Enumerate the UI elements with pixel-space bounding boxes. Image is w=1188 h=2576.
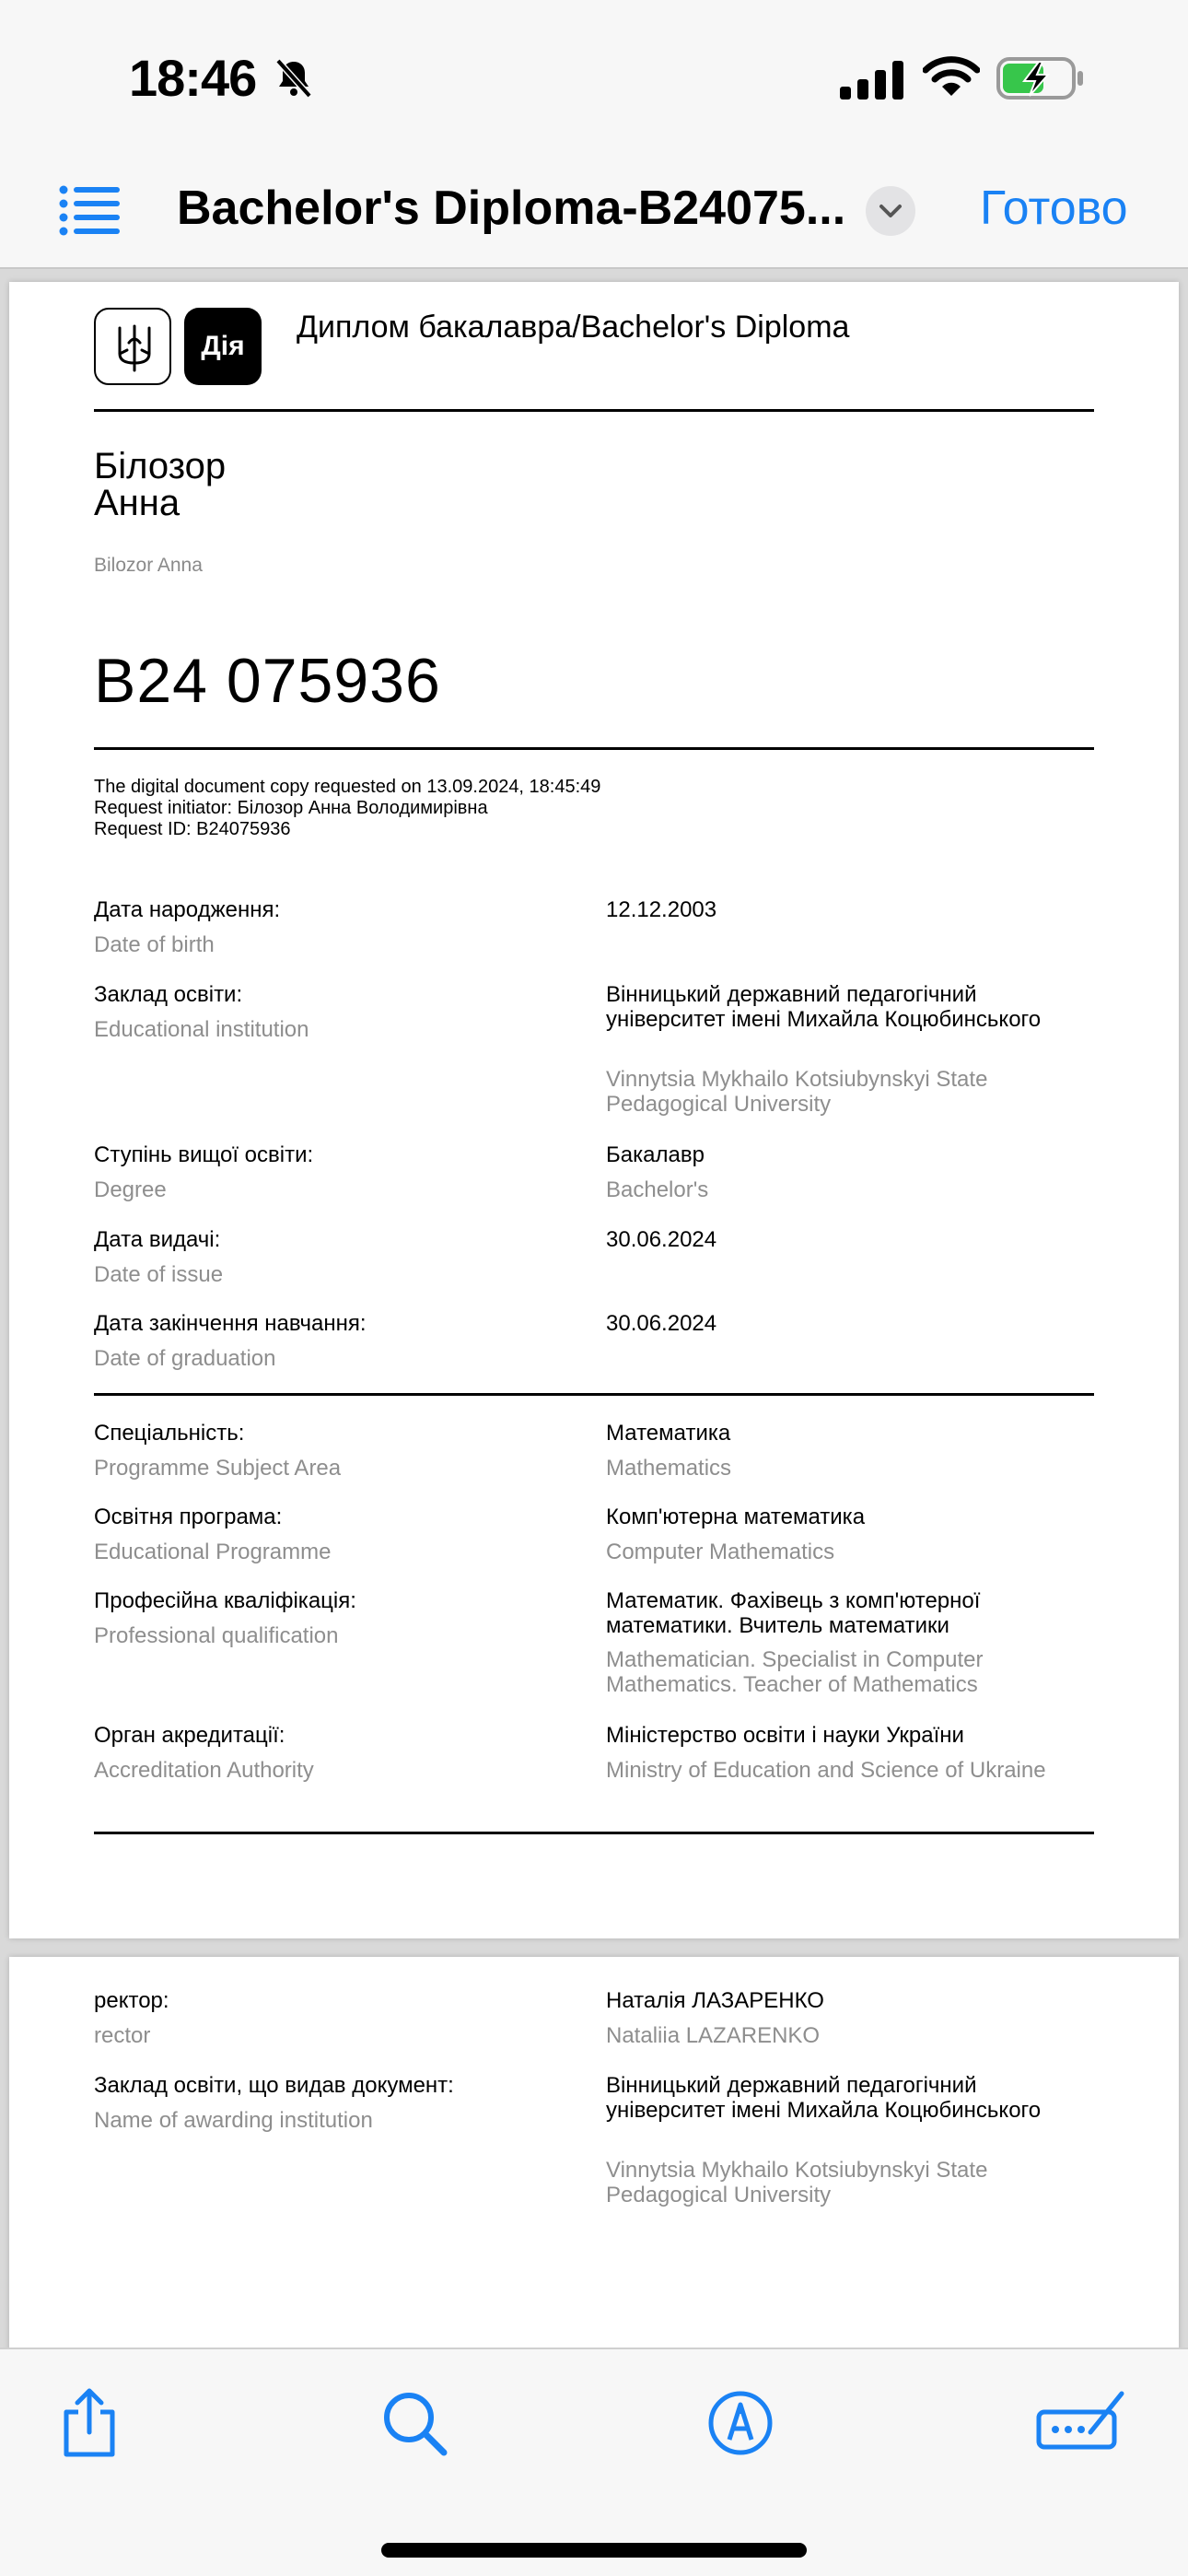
share-icon[interactable] (57, 2386, 122, 2465)
request-initiator-line: Request initiator: Білозор Анна Володимирівна (94, 798, 488, 818)
battery-charging-icon (996, 57, 1085, 104)
field-label: Професійна кваліфікація: (94, 1588, 356, 1613)
field-value: Комп'ютерна математика (606, 1505, 866, 1529)
field-label-en: rector (94, 2023, 151, 2048)
field-label-en: Programme Subject Area (94, 1456, 342, 1481)
signature-icon[interactable] (1035, 2386, 1127, 2465)
field-value-en: Nataliia LAZARENKO (606, 2023, 821, 2048)
field-label: Спеціальність: (94, 1421, 245, 1446)
field-value: 12.12.2003 (606, 897, 717, 922)
divider (94, 747, 1094, 750)
field-value: Бакалавр (606, 1142, 705, 1167)
field-value-en: Vinnytsia Mykhailo Kotsiubynskyi State Pedagogical University (606, 2158, 988, 2207)
field-value: Міністерство освіти і науки України (606, 1723, 964, 1748)
field-label-en: Date of issue (94, 1262, 224, 1287)
document-heading: Диплом бакалавра/Bachelor's Diploma (297, 310, 850, 345)
wifi-icon (923, 55, 980, 102)
markup-icon[interactable] (705, 2386, 775, 2465)
divider (94, 1393, 1094, 1396)
holder-latin-name: Bilozor Anna (94, 555, 203, 576)
field-label: Дата закінчення навчання: (94, 1311, 367, 1336)
holder-surname: Білозор (94, 446, 227, 486)
field-value: 30.06.2024 (606, 1227, 717, 1252)
request-date-line: The digital document copy requested on 13.09.2024, 18:45:49 (94, 777, 601, 797)
field-value: Вінницький державний педагогічний університет імені Михайла Коцюбинського (606, 2073, 1042, 2123)
field-label-en: Date of graduation (94, 1346, 276, 1371)
field-label-en: Name of awarding institution (94, 2108, 373, 2133)
field-label: Освітня програма: (94, 1505, 283, 1529)
holder-given-name: Анна (94, 483, 181, 523)
trident-logo (94, 308, 171, 385)
diploma-number: B24 075936 (94, 646, 441, 716)
chevron-down-icon (866, 186, 915, 236)
cellular-signal-icon (840, 59, 906, 104)
divider (94, 409, 1094, 412)
home-indicator[interactable] (381, 2543, 807, 2558)
trident-icon (112, 322, 157, 374)
title-menu-button[interactable] (866, 186, 915, 236)
field-value-en: Computer Mathematics (606, 1540, 835, 1564)
field-label: Орган акредитації: (94, 1723, 285, 1748)
divider (94, 1832, 1094, 1834)
document-title[interactable]: Bachelor's Diploma-B24075... (177, 181, 846, 235)
field-value-en: Vinnytsia Mykhailo Kotsiubynskyi State Pedagogical University (606, 1067, 988, 1117)
field-label-en: Educational institution (94, 1017, 309, 1042)
field-label: Заклад освіти, що видав документ: (94, 2073, 454, 2098)
field-label-en: Educational Programme (94, 1540, 332, 1564)
field-label: ректор: (94, 1988, 169, 2013)
field-label-en: Professional qualification (94, 1623, 339, 1648)
silent-bell-icon (273, 57, 315, 104)
field-value-en: Mathematics (606, 1456, 732, 1481)
field-label-en: Degree (94, 1177, 167, 1202)
field-value: Математик. Фахівець з комп'ютерної математики. Вчитель математики (606, 1588, 981, 1638)
field-label: Дата народження: (94, 897, 281, 922)
field-value: Математика (606, 1421, 731, 1446)
field-value-en: Ministry of Education and Science of Ukraine (606, 1758, 1046, 1783)
field-value-en: Mathematician. Specialist in Computer Mathematics. Teacher of Mathematics (606, 1647, 984, 1697)
status-bar (0, 0, 1188, 157)
field-label-en: Date of birth (94, 932, 215, 957)
navigation-bar (0, 157, 1188, 269)
clock: 18:46 (129, 49, 257, 107)
diia-logo: Дія (184, 308, 262, 385)
field-label: Заклад освіти: (94, 982, 243, 1007)
bottom-toolbar (0, 2348, 1188, 2576)
done-button[interactable]: Готово (980, 181, 1128, 235)
field-value: Вінницький державний педагогічний університет імені Михайла Коцюбинського (606, 982, 1042, 1032)
request-id-line: Request ID: B24075936 (94, 819, 291, 839)
document-page-1 (9, 282, 1179, 1938)
field-value: 30.06.2024 (606, 1311, 717, 1336)
field-value-en: Bachelor's (606, 1177, 709, 1202)
field-value: Наталія ЛАЗАРЕНКО (606, 1988, 824, 2013)
field-label-en: Accreditation Authority (94, 1758, 314, 1783)
outline-list-icon[interactable] (59, 184, 123, 240)
search-icon[interactable] (379, 2386, 453, 2465)
field-label: Ступінь вищої освіти: (94, 1142, 314, 1167)
field-label: Дата видачі: (94, 1227, 221, 1252)
